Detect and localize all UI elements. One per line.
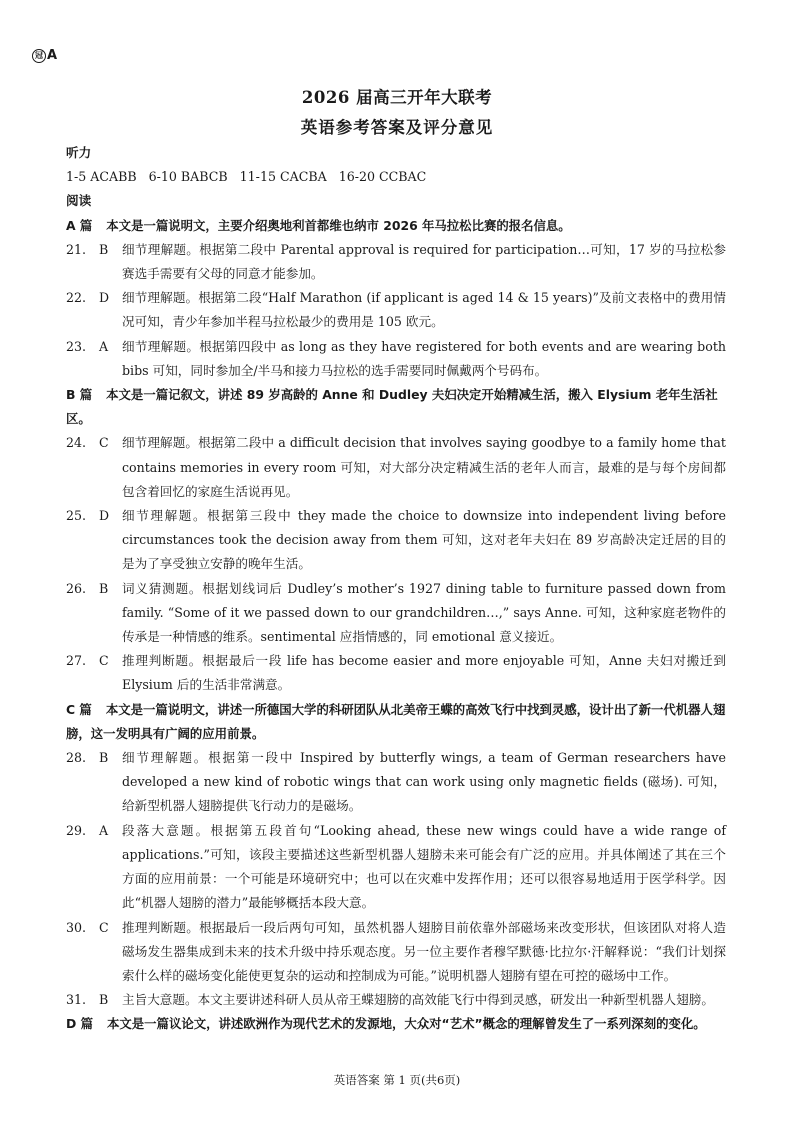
section-summary-text: 本文是一篇议论文，讲述欧洲作为现代艺术的发源地，大众对“艺术”概念的理解曾发生了一系列深刻的变化。 xyxy=(107,1016,706,1032)
question-number: 30. xyxy=(66,919,87,935)
question-answer: B xyxy=(99,580,109,596)
question-number: 25. xyxy=(66,508,87,524)
question-number: 24. xyxy=(66,435,87,451)
question-number: 26. xyxy=(66,580,87,596)
question-answer: C xyxy=(99,435,109,451)
edition-circle-icon: 冠 xyxy=(32,49,46,63)
section-summary-text: 本文是一篇说明文，讲述一所德国大学的科研团队从北美帝王蝶的高效飞行中找到灵感，设计出了新一代机器人翅膀，这一发明具有广阔的应用前景。 xyxy=(66,701,726,741)
question-answer: C xyxy=(99,653,109,669)
question-explanation: 细节理解题。根据第二段中 Parental approval is required for participation…可知，17 岁的马拉松参赛选手需要有父母的同意才能参加。 xyxy=(122,241,726,282)
question-answer: D xyxy=(99,290,110,306)
question-answer: B xyxy=(99,241,109,257)
listening-heading: 听力 xyxy=(66,145,92,160)
answer-content xyxy=(66,141,726,1037)
answer-item xyxy=(66,988,726,1012)
question-explanation: 细节理解题。根据第三段中 they made the choice to downsize into independent living before circumstances took the decision away from them 可知，这对老年夫妇在 89 岁高龄决定迁居的目的是为了享受独立安静的晚年生活。 xyxy=(122,508,726,572)
answer-item xyxy=(66,286,726,334)
section-label: B 篇 xyxy=(66,387,93,403)
section-label: C 篇 xyxy=(66,701,92,717)
question-explanation: 推理判断题。根据最后一段后两句可知，虽然机器人翅膀目前依靠外部磁场来改变形状，但该团队对将人造磁场发生器集成到未来的技术升级中持乐观态度。另一位主要作者穆罕默德·比拉尔·汗解释说：“我们计划探索什么样的磁场变化能使更复杂的运动和控制成为可能。”说明机器人翅膀有望在可控的磁场中工作。 xyxy=(122,919,726,983)
answer-item xyxy=(66,504,726,577)
answer-item xyxy=(66,238,726,286)
answer-item xyxy=(66,746,726,819)
question-explanation: 段落大意题。根据第五段首句“Looking ahead, these new wings could have a wide range of applications.”可知，该段主要描述这些新型机器人翅膀未来可能会有广泛的应用。并具体阐述了其在三个方面的应用前景：一个可能是环境研究中；也可以在灾难中发挥作用；还可以很容易地适用于医学科学。因此“机器人翅膀的潜力”最能够概括本段大意。 xyxy=(122,822,726,911)
section-summary-text: 本文是一篇记叙文，讲述 89 岁高龄的 Anne 和 Dudley 夫妇决定开始精减生活，搬入 Elysium 老年生活社区。 xyxy=(66,387,718,427)
answer-item xyxy=(66,577,726,650)
question-number: 27. xyxy=(66,653,87,669)
question-explanation: 细节理解题。根据第一段中 Inspired by butterfly wings, a team of German researchers have developed a new kind of robotic wings that can work using only magnetic fields (磁场). 可知，给新型机器人翅膀提供飞行动力的是磁场。 xyxy=(122,750,726,814)
question-number: 23. xyxy=(66,338,87,354)
question-answer: B xyxy=(99,992,109,1008)
edition-mark xyxy=(32,48,57,63)
question-answer: C xyxy=(99,919,109,935)
answer-item xyxy=(66,649,726,697)
page-subtitle: 英语参考答案及评分意见 xyxy=(300,118,494,137)
section-summary xyxy=(66,1012,726,1036)
question-number: 31. xyxy=(66,992,87,1008)
question-explanation: 词义猜测题。根据划线词后 Dudley’s mother’s 1927 dining table to furniture passed down from family. “Some of it we passed down to our grandchildren…,” says Anne. 可知，这种家庭老物件的传承是一种情感的维系。sentimental 应指情感的，同 emotional 意义接近。 xyxy=(122,580,726,645)
answer-item xyxy=(66,916,726,989)
listening-answers: 1-5 ACABB 6-10 BABCB 11-15 CACBA 16-20 CCBAC xyxy=(66,169,427,185)
section-summary xyxy=(66,383,726,431)
edition-letter: A xyxy=(47,48,58,63)
question-answer: A xyxy=(99,822,109,838)
question-explanation: 推理判断题。根据最后一段 life has become easier and more enjoyable 可知，Anne 夫妇对搬迁到 Elysium 后的生活非常满意。 xyxy=(122,653,726,693)
answer-item xyxy=(66,819,726,916)
reading-heading: 阅读 xyxy=(66,193,92,209)
question-answer: B xyxy=(99,750,109,766)
question-number: 22. xyxy=(66,290,87,306)
question-explanation: 细节理解题。根据第二段中 a difficult decision that involves saying goodbye to a family home that contains memories in every room 可知，对大部分决定精减生活的老年人而言，最难的是与每个房间都包含着回忆的家庭生活说再见。 xyxy=(122,435,726,499)
section-summary xyxy=(66,214,726,238)
question-answer: A xyxy=(99,338,109,354)
question-number: 28. xyxy=(66,750,87,766)
question-explanation: 主旨大意题。本文主要讲述科研人员从帝王蝶翅膀的高效能飞行中得到灵感，研发出一种新型机器人翅膀。 xyxy=(122,992,714,1008)
question-explanation: 细节理解题。根据第四段中 as long as they have registered for both events and are wearing both bibs 可知，同时参加全/半马和接力马拉松的选手需要同时佩戴两个号码布。 xyxy=(122,338,726,378)
question-answer: D xyxy=(99,508,110,524)
answer-item xyxy=(66,335,726,383)
section-label: D 篇 xyxy=(66,1016,93,1032)
page-title: 2026 届高三开年大联考 xyxy=(301,88,493,107)
question-number: 21. xyxy=(66,241,87,257)
section-summary-text: 本文是一篇说明文，主要介绍奥地利首都维也纳市 2026 年马拉松比赛的报名信息。 xyxy=(106,217,571,233)
answer-item xyxy=(66,431,726,504)
question-number: 29. xyxy=(66,822,87,838)
question-explanation: 细节理解题。根据第二段“Half Marathon (if applicant is aged 14 & 15 years)”及前文表格中的费用情况可知，青少年参加半程马拉松最少的费用是 105 欧元。 xyxy=(122,290,726,330)
page-footer: 英语答案 第 1 页(共6页) xyxy=(333,1073,461,1087)
section-label: A 篇 xyxy=(66,217,93,233)
section-summary xyxy=(66,698,726,746)
